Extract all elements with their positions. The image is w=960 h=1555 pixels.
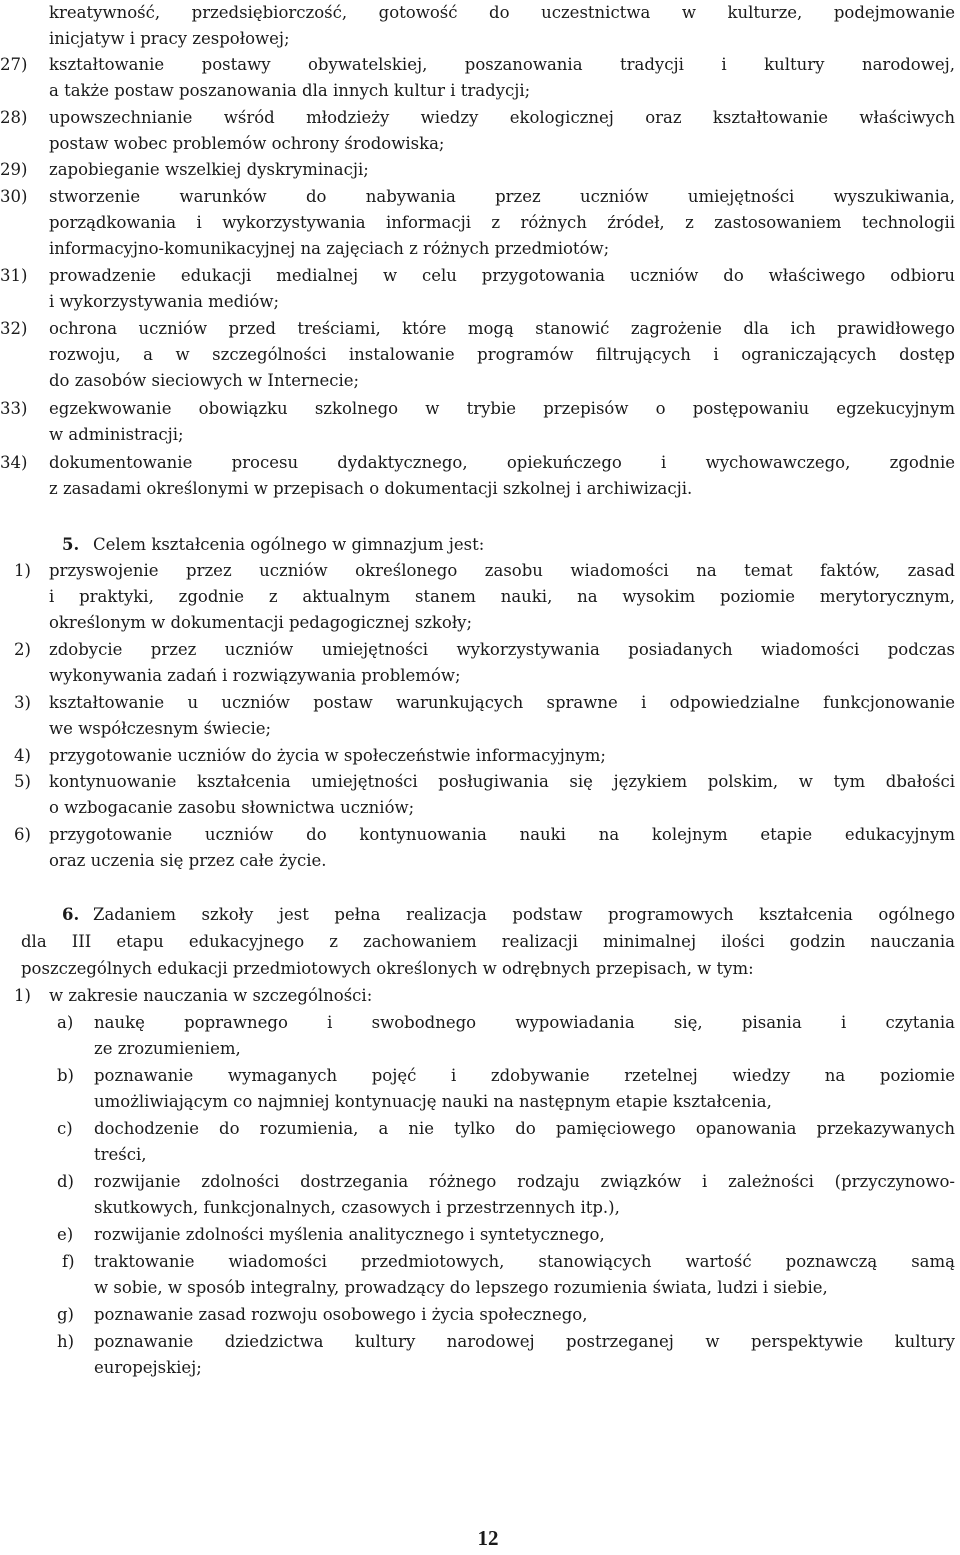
subitem-letter: f) [62, 1252, 75, 1271]
list-item-line: rozwoju, a w szczególności instalowanie programów filtrujących i ograniczających dostęp [49, 345, 955, 364]
list-item-number: 34) [0, 453, 28, 472]
subitem-letter: a) [57, 1013, 74, 1032]
list-item-line: inicjatyw i pracy zespołowej; [49, 29, 290, 48]
list-item-number: 28) [0, 108, 28, 127]
section-heading-line: dla III etapu edukacyjnego z zachowaniem realizacji minimalnej ilości godzin nauczania [21, 932, 955, 951]
section-number: 5. [62, 535, 80, 554]
list-item-line: porządkowania i wykorzystywania informacji z różnych źródeł, z zastosowaniem technologii [49, 213, 955, 232]
list-item-line: kształtowanie u uczniów postaw warunkujących sprawne i odpowiedzialne funkcjonowanie [49, 693, 955, 712]
subitem-line: europejskiej; [94, 1358, 202, 1377]
list-item-line: ochrona uczniów przed treściami, które mogą stanowić zagrożenie dla ich prawidłowego [49, 319, 955, 338]
section-number: 6. [62, 905, 80, 924]
list-item-line: prowadzenie edukacji medialnej w celu przygotowania uczniów do właściwego odbioru [49, 266, 955, 285]
list-item-line: o wzbogacanie zasobu słownictwa uczniów; [49, 798, 415, 817]
list-item-number: 29) [0, 160, 28, 179]
list-item-number: 5) [14, 772, 31, 791]
list-item-line: kontynuowanie kształcenia umiejętności posługiwania się językiem polskim, w tym dbałości [49, 772, 955, 791]
list-item-number: 2) [14, 640, 31, 659]
list-item-line: wykonywania zadań i rozwiązywania problemów; [49, 666, 461, 685]
section-heading-line: poszczególnych edukacji przedmiotowych określonych w odrębnych przepisach, w tym: [21, 959, 754, 978]
list-item-number: 33) [0, 399, 28, 418]
page-number: 12 [477, 1526, 499, 1550]
list-item-number: 6) [14, 825, 31, 844]
subitem-line: naukę poprawnego i swobodnego wypowiadania się, pisania i czytania [94, 1013, 955, 1032]
list-item-line: oraz uczenia się przez całe życie. [49, 851, 327, 870]
list-item-line: z zasadami określonymi w przepisach o dokumentacji szkolnej i archiwizacji. [49, 479, 693, 498]
subitem-line: treści, [94, 1145, 147, 1164]
list-item-line: przygotowanie uczniów do kontynuowania nauki na kolejnym etapie edukacyjnym [49, 825, 955, 844]
subitem-line: rozwijanie zdolności dostrzegania różnego rodzaju związków i zależności (przyczynowo- [94, 1172, 955, 1191]
list-item-number: 1) [14, 561, 31, 580]
subitem-letter: h) [57, 1332, 75, 1351]
list-item-line: i wykorzystywania mediów; [49, 292, 280, 311]
subitem-line: umożliwiającym co najmniej kontynuację nauki na następnym etapie kształcenia, [94, 1092, 772, 1111]
list-item-line: w zakresie nauczania w szczególności: [49, 986, 373, 1005]
list-item-line: w administracji; [49, 425, 184, 444]
subitem-line: poznawanie dziedzictwa kultury narodowej postrzeganej w perspektywie kultury [94, 1332, 955, 1351]
list-item-line: określonym w dokumentacji pedagogicznej szkoły; [49, 613, 473, 632]
subitem-line: ze zrozumieniem, [94, 1039, 241, 1058]
list-item-line: dokumentowanie procesu dydaktycznego, opiekuńczego i wychowawczego, zgodnie [49, 453, 955, 472]
subitem-letter: d) [57, 1172, 74, 1191]
list-item-line: i praktyki, zgodnie z aktualnym stanem nauki, na wysokim poziomie merytorycznym, [49, 587, 955, 606]
subitem-line: poznawanie wymaganych pojęć i zdobywanie rzetelnej wiedzy na poziomie [94, 1066, 955, 1085]
section-heading: Zadaniem szkoły jest pełna realizacja podstaw programowych kształcenia ogólnego [93, 905, 955, 924]
list-item-line: a także postaw poszanowania dla innych kultur i tradycji; [49, 81, 531, 100]
list-item-line: kształtowanie postawy obywatelskiej, poszanowania tradycji i kultury narodowej, [49, 55, 955, 74]
subitem-letter: e) [57, 1225, 74, 1244]
list-item-number: 27) [0, 55, 28, 74]
list-item-number: 31) [0, 266, 28, 285]
subitem-letter: b) [57, 1066, 74, 1085]
subitem-line: w sobie, w sposób integralny, prowadzący do lepszego rozumienia świata, ludzi i siebie, [94, 1278, 828, 1297]
subitem-line: dochodzenie do rozumienia, a nie tylko do pamięciowego opanowania przekazywanych [94, 1119, 955, 1138]
list-item-number: 1) [14, 986, 31, 1005]
list-item-line: we współczesnym świecie; [49, 719, 272, 738]
subitem-line: traktowanie wiadomości przedmiotowych, stanowiących wartość poznawczą samą [94, 1252, 955, 1271]
list-item-line: kreatywność, przedsiębiorczość, gotowość do uczestnictwa w kulturze, podejmowanie [49, 3, 955, 22]
subitem-letter: c) [57, 1119, 73, 1138]
list-item-line: przyswojenie przez uczniów określonego zasobu wiadomości na temat faktów, zasad [49, 561, 955, 580]
list-item-line: upowszechnianie wśród młodzieży wiedzy ekologicznej oraz kształtowanie właściwych [49, 108, 955, 127]
list-item-line: postaw wobec problemów ochrony środowiska; [49, 134, 445, 153]
subitem-letter: g) [57, 1305, 74, 1324]
list-item-line: zdobycie przez uczniów umiejętności wykorzystywania posiadanych wiadomości podczas [49, 640, 955, 659]
list-item-number: 4) [14, 746, 31, 765]
list-item-line: egzekwowanie obowiązku szkolnego w trybie przepisów o postępowaniu egzekucyjnym [49, 399, 955, 418]
list-item-number: 30) [0, 187, 28, 206]
section-heading: Celem kształcenia ogólnego w gimnazjum jest: [93, 535, 485, 554]
subitem-line: skutkowych, funkcjonalnych, czasowych i przestrzennych itp.), [94, 1198, 620, 1217]
list-item-line: zapobieganie wszelkiej dyskryminacji; [49, 160, 369, 179]
list-item-number: 32) [0, 319, 28, 338]
list-item-number: 3) [14, 693, 31, 712]
list-item-line: informacyjno-komunikacyjnej na zajęciach z różnych przedmiotów; [49, 239, 610, 258]
list-item-line: do zasobów sieciowych w Internecie; [49, 371, 360, 390]
subitem-line: poznawanie zasad rozwoju osobowego i życia społecznego, [94, 1305, 588, 1324]
list-item-line: stworzenie warunków do nabywania przez uczniów umiejętności wyszukiwania, [49, 187, 955, 206]
subitem-line: rozwijanie zdolności myślenia analitycznego i syntetycznego, [94, 1225, 605, 1244]
list-item-line: przygotowanie uczniów do życia w społeczeństwie informacyjnym; [49, 746, 606, 765]
